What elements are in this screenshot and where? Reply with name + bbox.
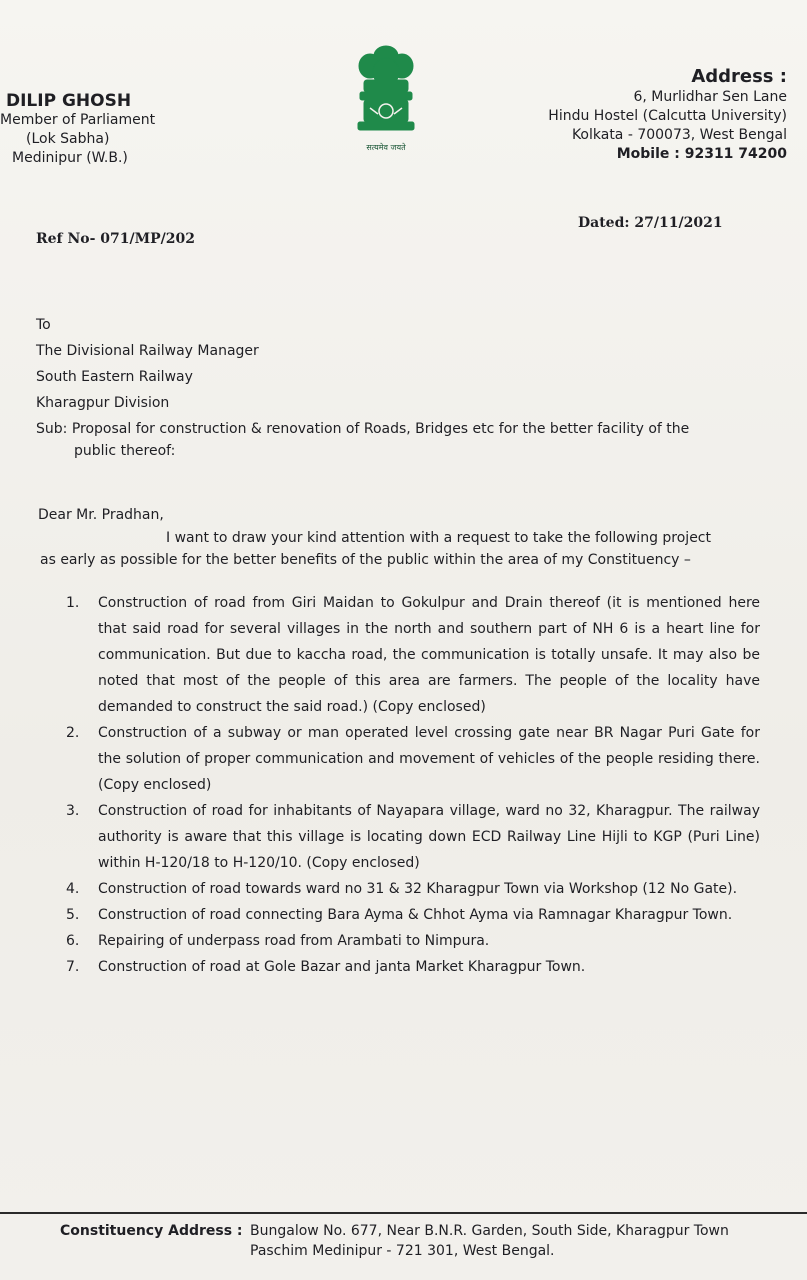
subject-text-continued: public thereof:	[74, 443, 176, 459]
intro-paragraph	[40, 527, 756, 571]
address-line: 6, Murlidhar Sen Lane	[633, 89, 787, 105]
item-number: 2.	[66, 725, 80, 741]
item-number: 5.	[66, 907, 80, 923]
item-text: Construction of road for inhabitants of Nayapara village, ward no 32, Kharagpur. The railway authority is aware that this village is locating down ECD Railway Line Hijli to KGP (Puri Line) within H-120/18 to H-120/10. (Copy enclosed)	[98, 803, 760, 871]
intro-line: I want to draw your kind attention with a request to take the following project	[166, 530, 711, 546]
item-text: Construction of road at Gole Bazar and janta Market Kharagpur Town.	[98, 959, 586, 975]
lion-capital-icon	[350, 42, 422, 157]
recipient-division: Kharagpur Division	[36, 395, 170, 411]
address-line: Kolkata - 700073, West Bengal	[571, 127, 787, 143]
recipient-org: South Eastern Railway	[36, 369, 193, 385]
recipient-to: To	[36, 317, 51, 333]
sender-name: DILIP GHOSH	[6, 91, 132, 111]
item-text: Construction of a subway or man operated level crossing gate near BR Nagar Puri Gate for the solution of proper communication and movement of vehicles of the people residing there. (Copy enclosed)	[98, 725, 760, 793]
item-number: 7.	[66, 959, 80, 975]
list-item	[66, 876, 760, 902]
footer-line: Bungalow No. 677, Near B.N.R. Garden, South Side, Kharagpur Town	[250, 1223, 729, 1239]
constituency-address	[60, 1221, 729, 1261]
list-item	[66, 928, 760, 954]
item-number: 6.	[66, 933, 80, 949]
footer-address	[250, 1221, 729, 1261]
mobile-number: Mobile : 92311 74200	[616, 146, 787, 162]
footer-divider	[0, 1212, 807, 1214]
address-line: Hindu Hostel (Calcutta University)	[548, 108, 787, 124]
intro-line: as early as possible for the better benefits of the public within the area of my Constituency –	[40, 552, 691, 568]
item-number: 3.	[66, 803, 80, 819]
national-emblem	[350, 42, 422, 157]
project-list	[66, 590, 760, 980]
subject-line	[36, 418, 736, 462]
letter-date: Dated: 27/11/2021	[578, 215, 723, 231]
sender-constituency: Medinipur (W.B.)	[12, 150, 128, 166]
reference-number: Ref No- 071/MP/202	[36, 231, 195, 247]
subject-text: Sub: Proposal for construction & renovation of Roads, Bridges etc for the better facility of the	[36, 421, 690, 437]
address-block	[548, 66, 787, 164]
emblem-motto: सत्यमेव जयते	[366, 143, 406, 152]
address-heading: Address :	[691, 66, 787, 87]
sender-block	[0, 91, 156, 168]
sender-title: Member of Parliament	[0, 112, 156, 128]
item-text: Construction of road from Giri Maidan to Gokulpur and Drain thereof (it is mentioned here that said road for several villages in the north and southern part of NH 6 is a heart line for communication. But due to kaccha road, the communication is totally unsafe. It may also be noted that most of the people of this area are farmers. The people of the locality have demanded to construct the said road.) (Copy enclosed)	[98, 595, 760, 715]
recipient-title: The Divisional Railway Manager	[36, 343, 259, 359]
sender-house: (Lok Sabha)	[26, 131, 110, 147]
recipient-block	[36, 312, 259, 416]
item-text: Construction of road towards ward no 31 & 32 Kharagpur Town via Workshop (12 No Gate).	[98, 881, 738, 897]
item-text: Construction of road connecting Bara Ayma & Chhot Ayma via Ramnagar Kharagpur Town.	[98, 907, 733, 923]
item-number: 1.	[66, 595, 80, 611]
list-item	[66, 798, 760, 876]
footer-label: Constituency Address :	[60, 1223, 243, 1239]
list-item	[66, 590, 760, 720]
footer-line: Paschim Medinipur - 721 301, West Bengal.	[250, 1243, 555, 1259]
list-item	[66, 954, 760, 980]
item-text: Repairing of underpass road from Arambati to Nimpura.	[98, 933, 490, 949]
list-item	[66, 720, 760, 798]
list-item	[66, 902, 760, 928]
item-number: 4.	[66, 881, 80, 897]
salutation: Dear Mr. Pradhan,	[38, 507, 164, 523]
